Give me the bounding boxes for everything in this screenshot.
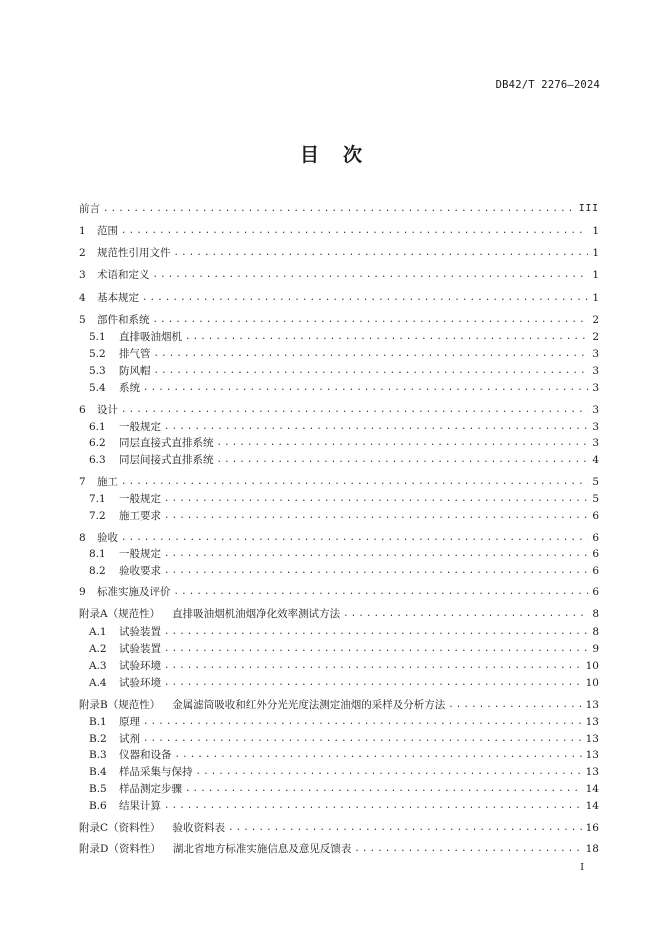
toc-entry-page: 1 — [592, 292, 599, 304]
dot-leader — [164, 564, 588, 578]
toc-entry-page: 9 — [592, 643, 599, 655]
dot-leader — [164, 509, 588, 523]
toc-entry[interactable] — [79, 473, 599, 489]
toc-entry-title: 施工 — [97, 476, 118, 488]
toc-entry-number: 7.1 — [89, 493, 106, 505]
toc-entry-page: 6 — [592, 532, 599, 544]
toc-entry-title: 试剂 — [119, 733, 140, 745]
toc-entry[interactable] — [89, 763, 599, 779]
toc-entry-page: 5 — [592, 493, 599, 505]
toc-entry[interactable] — [89, 328, 599, 344]
toc-entry[interactable] — [79, 583, 599, 599]
toc-entry-page: 13 — [585, 699, 599, 711]
page-number: I — [580, 862, 584, 873]
toc-entry-page: 6 — [592, 548, 599, 560]
toc-entry[interactable] — [89, 490, 599, 506]
toc-entry-page: 3 — [592, 437, 599, 449]
toc-entry-number: 附录C（资料性） — [79, 822, 161, 834]
page-title: 目次 — [299, 144, 386, 166]
dot-leader — [164, 492, 588, 506]
toc-entry[interactable] — [89, 434, 599, 450]
toc-entry-number: 7.2 — [89, 510, 106, 522]
toc-entry[interactable] — [79, 819, 599, 835]
toc-entry-number: B.5 — [89, 783, 107, 795]
dot-leader — [164, 676, 583, 690]
dot-leader — [228, 821, 583, 835]
toc-entry[interactable] — [79, 311, 599, 327]
toc-entry-number: 5.1 — [89, 331, 106, 343]
toc-entry-number: 5.4 — [89, 382, 106, 394]
toc-entry-number: A.1 — [89, 626, 107, 638]
toc-entry[interactable] — [79, 696, 599, 712]
toc-entry-number: 6.3 — [89, 454, 106, 466]
toc-entry-number: B.1 — [89, 716, 107, 728]
toc-entry-number: 6 — [79, 404, 86, 416]
dot-leader — [142, 291, 588, 305]
toc-entry-title: 金属滤筒吸收和红外分光光度法测定油烟的采样及分析方法 — [172, 699, 446, 711]
toc-entry-title: 样品采集与保持 — [119, 766, 193, 778]
toc-entry-page: 1 — [592, 247, 599, 259]
toc-entry-title: 防风帽 — [119, 365, 151, 377]
toc-entry-page: 16 — [585, 822, 599, 834]
toc-entry[interactable] — [89, 451, 599, 467]
toc-entry-title: 排气管 — [119, 348, 151, 360]
toc-entry-title: 样品测定步骤 — [119, 783, 182, 795]
toc-entry[interactable] — [79, 840, 599, 856]
toc-entry[interactable] — [79, 266, 599, 282]
dot-leader — [164, 420, 588, 434]
dot-leader — [185, 782, 583, 796]
toc-entry-title: 原理 — [119, 716, 140, 728]
toc-entry-page: 3 — [592, 382, 599, 394]
toc-entry-title: 试验环境 — [119, 660, 161, 672]
toc-entry-page: 6 — [592, 510, 599, 522]
dot-leader — [164, 642, 588, 656]
toc-entry[interactable] — [89, 562, 599, 578]
dot-leader — [448, 698, 582, 712]
toc-entry-title: 基本规定 — [97, 292, 139, 304]
toc-entry-page: 8 — [592, 608, 599, 620]
toc-entry[interactable] — [89, 674, 599, 690]
toc-entry-title: 试验环境 — [119, 677, 161, 689]
dot-leader — [121, 403, 588, 417]
dot-leader — [354, 842, 582, 856]
dot-leader — [174, 246, 589, 260]
toc-entry-number: 1 — [79, 225, 86, 237]
toc-entry-title: 部件和系统 — [97, 314, 150, 326]
toc-entry[interactable] — [79, 244, 599, 260]
toc-entry-page: 13 — [585, 749, 599, 761]
toc-entry[interactable] — [89, 657, 599, 673]
dot-leader — [217, 453, 589, 467]
toc-entry-title: 直排吸油烟机 — [119, 331, 182, 343]
toc-entry-page: 6 — [592, 586, 599, 598]
dot-leader — [185, 330, 588, 344]
toc-entry-page: 6 — [592, 565, 599, 577]
toc-entry-page: 13 — [585, 716, 599, 728]
toc-entry-title: 湖北省地方标准实施信息及意见反馈表 — [172, 843, 352, 855]
toc-entry-title: 施工要求 — [119, 510, 161, 522]
toc-entry[interactable] — [89, 797, 599, 813]
toc-entry-number: A.3 — [89, 660, 107, 672]
toc-entry-title: 范围 — [97, 225, 118, 237]
toc-entry-page: 4 — [592, 454, 599, 466]
dot-leader — [153, 313, 589, 327]
toc-entry-title: 验收要求 — [119, 565, 161, 577]
toc-entry-title: 验收 — [97, 532, 118, 544]
toc-entry-title: 同层间接式直排系统 — [119, 454, 214, 466]
dot-leader — [121, 224, 588, 238]
toc-entry-number: 8.2 — [89, 565, 106, 577]
toc-entry-title: 验收资料表 — [172, 822, 226, 834]
toc-entry-title: 试验装置 — [119, 643, 161, 655]
toc-entry-number: 4 — [79, 292, 86, 304]
toc-entry[interactable] — [89, 623, 599, 639]
toc-entry[interactable] — [89, 418, 599, 434]
toc-entry[interactable] — [89, 780, 599, 796]
dot-leader — [143, 381, 588, 395]
toc-entry[interactable] — [89, 746, 599, 762]
dot-leader — [164, 625, 588, 639]
toc-entry-page: 13 — [585, 733, 599, 745]
toc-entry-page: 3 — [592, 404, 599, 416]
dot-leader — [343, 607, 588, 621]
toc-entry[interactable] — [79, 289, 599, 305]
toc-entry[interactable] — [79, 401, 599, 417]
toc-entry[interactable] — [79, 529, 599, 545]
toc-entry-page: 1 — [592, 269, 599, 281]
dot-leader — [175, 748, 583, 762]
toc-entry-page: 10 — [585, 660, 599, 672]
toc-entry-title: 一般规定 — [119, 421, 161, 433]
toc-entry[interactable] — [89, 545, 599, 561]
toc-entry-number: B.3 — [89, 749, 107, 761]
toc-entry[interactable] — [89, 507, 599, 523]
toc-entry-page: 14 — [585, 783, 599, 795]
toc-entry-title: 设计 — [97, 404, 118, 416]
dot-leader — [143, 732, 583, 746]
toc-entry-number: 附录D（资料性） — [79, 843, 161, 855]
dot-leader — [143, 715, 583, 729]
toc-entry-number: 5.2 — [89, 348, 106, 360]
toc-entry-page: 1 — [592, 225, 599, 237]
toc-entry-page: 8 — [592, 626, 599, 638]
document-id: DB42/T 2276—2024 — [495, 79, 600, 91]
toc-entry[interactable] — [79, 222, 599, 238]
toc-entry-page: 5 — [592, 476, 599, 488]
toc-entry-page: 3 — [592, 421, 599, 433]
toc-entry-title: 结果计算 — [119, 800, 161, 812]
toc-entry-number: 8.1 — [89, 548, 106, 560]
dot-leader — [164, 547, 588, 561]
toc-entry-number: 附录B（规范性） — [79, 699, 161, 711]
toc-entry-title: 术语和定义 — [97, 269, 150, 281]
toc-entry-number: B.2 — [89, 733, 107, 745]
toc-entry-title: 一般规定 — [119, 548, 161, 560]
toc-entry-page: 10 — [585, 677, 599, 689]
dot-leader — [121, 475, 588, 489]
toc-entry-page: 3 — [592, 365, 599, 377]
toc-entry-page: 18 — [585, 843, 599, 855]
dot-leader — [154, 347, 589, 361]
dot-leader — [153, 268, 589, 282]
toc-entry-number: 3 — [79, 269, 86, 281]
toc-entry-title: 标准实施及评价 — [97, 586, 171, 598]
toc-entry-title: 试验装置 — [119, 626, 161, 638]
toc-entry[interactable] — [79, 605, 599, 621]
toc-entry[interactable] — [89, 362, 599, 378]
toc-entry[interactable] — [89, 345, 599, 361]
toc-entry-title: 直排吸油烟机油烟净化效率测试方法 — [172, 608, 341, 620]
toc-entry-number: A.2 — [89, 643, 107, 655]
toc-entry[interactable] — [89, 379, 599, 395]
dot-leader — [121, 531, 588, 545]
toc-entry[interactable] — [89, 713, 599, 729]
toc-entry-number: 附录A（规范性） — [79, 608, 161, 620]
toc-entry-number: 2 — [79, 247, 86, 259]
toc-entry-number: B.6 — [89, 800, 107, 812]
toc-entry-number: 5 — [79, 314, 86, 326]
dot-leader — [103, 202, 576, 216]
toc-entry-page: 13 — [585, 766, 599, 778]
toc-entry-title: 一般规定 — [119, 493, 161, 505]
toc-entry-number: 9 — [79, 586, 86, 598]
toc-entry-title: 前言 — [79, 203, 100, 215]
toc-entry-title: 规范性引用文件 — [97, 247, 171, 259]
toc-entry-number: 5.3 — [89, 365, 106, 377]
toc-entry[interactable] — [79, 200, 599, 216]
dot-leader — [164, 659, 583, 673]
toc-entry-number: 6.2 — [89, 437, 106, 449]
toc-entry-number: 7 — [79, 476, 86, 488]
toc-entry-page: 2 — [592, 331, 599, 343]
toc-entry-number: 6.1 — [89, 421, 106, 433]
dot-leader — [154, 364, 589, 378]
toc-entry-number: 8 — [79, 532, 86, 544]
toc-entry[interactable] — [89, 730, 599, 746]
toc-entry-title: 同层直接式直排系统 — [119, 437, 214, 449]
toc-entry-number: B.4 — [89, 766, 107, 778]
toc-entry-title: 系统 — [119, 382, 140, 394]
toc-entry[interactable] — [89, 640, 599, 656]
dot-leader — [164, 799, 583, 813]
toc-entry-title: 仪器和设备 — [119, 749, 172, 761]
toc-entry-page: 3 — [592, 348, 599, 360]
toc-entry-page: III — [578, 203, 599, 214]
dot-leader — [174, 585, 589, 599]
dot-leader — [217, 436, 589, 450]
toc-entry-page: 2 — [592, 314, 599, 326]
dot-leader — [196, 765, 583, 779]
toc-entry-page: 14 — [585, 800, 599, 812]
toc-entry-number: A.4 — [89, 677, 107, 689]
